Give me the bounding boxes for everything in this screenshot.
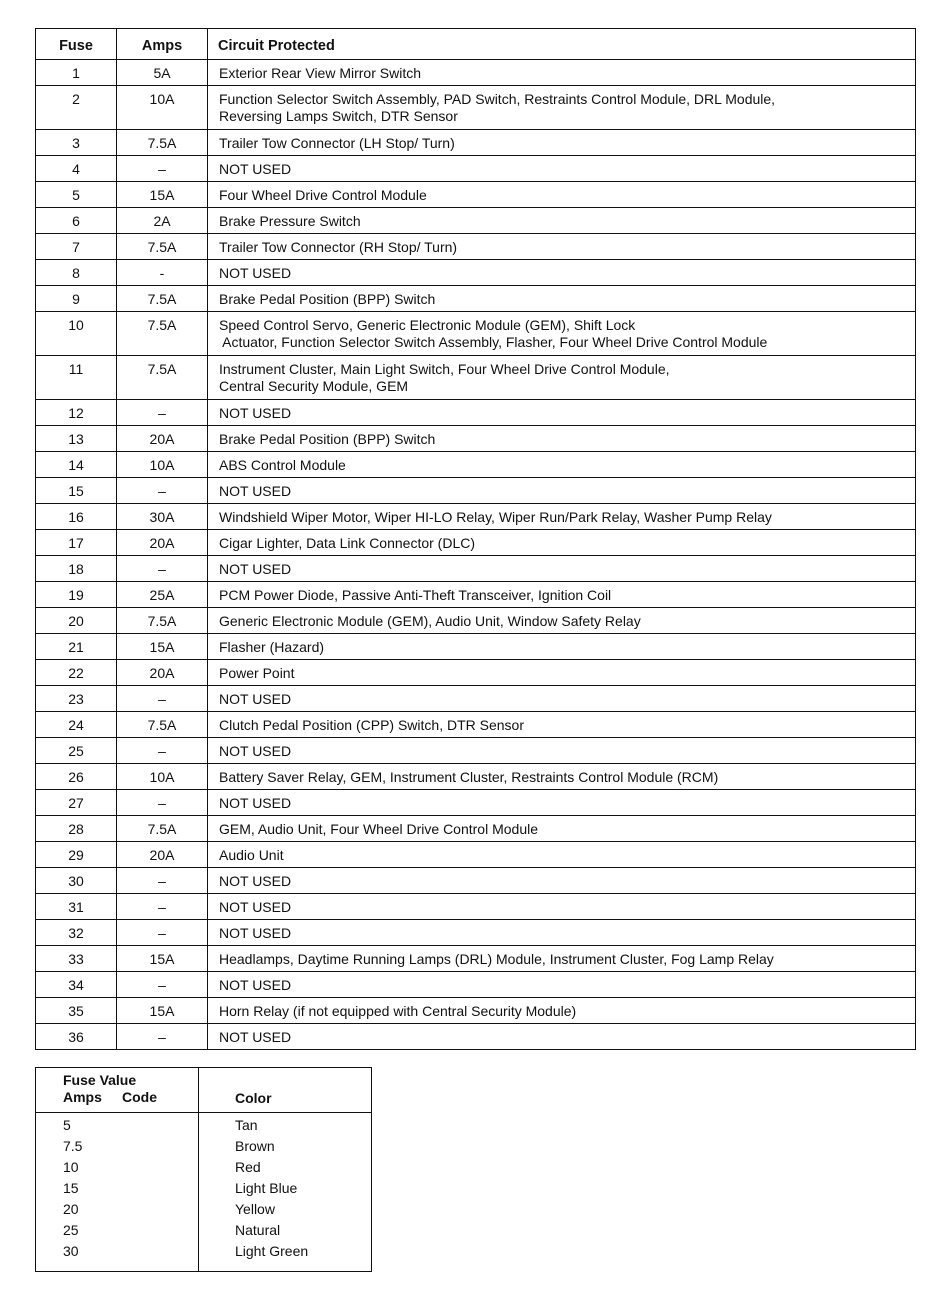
circuit-protected-cell: [208, 790, 916, 816]
fuse-amps: 10A: [117, 86, 208, 130]
circuit-protected: NOT USED: [219, 161, 292, 177]
fuse-amps: 7.5A: [117, 130, 208, 156]
fuse-number: 3: [36, 130, 117, 156]
fuse-amps: 5A: [117, 60, 208, 86]
fuse-amps: 15A: [117, 634, 208, 660]
circuit-protected-cell: [208, 842, 916, 868]
circuit-protected: NOT USED: [219, 925, 292, 941]
header-color: Color: [235, 1090, 272, 1106]
circuit-protected: NOT USED: [219, 405, 292, 421]
circuit-protected-cell: [208, 356, 916, 400]
table-row: [36, 356, 916, 400]
table-row: [36, 712, 916, 738]
fuse-number: 16: [36, 504, 117, 530]
list-item: [36, 1137, 371, 1158]
circuit-protected: NOT USED: [219, 795, 292, 811]
fuse-number: 21: [36, 634, 117, 660]
list-item: [36, 1179, 371, 1200]
fuse-number: 20: [36, 608, 117, 634]
fuse-amps: –: [117, 400, 208, 426]
circuit-protected-continued: Reversing Lamps Switch, DTR Sensor: [219, 108, 458, 124]
color-table-rows: [36, 1116, 371, 1263]
circuit-protected: ABS Control Module: [219, 457, 346, 473]
fuse-amps: –: [117, 972, 208, 998]
circuit-protected-cell: [208, 634, 916, 660]
list-item: [36, 1200, 371, 1221]
table-row: [36, 894, 916, 920]
table-row: [36, 286, 916, 312]
circuit-protected: NOT USED: [219, 743, 292, 759]
fuse-number: 31: [36, 894, 117, 920]
circuit-protected: Windshield Wiper Motor, Wiper HI-LO Relay, Wiper Run/Park Relay, Washer Pump Relay: [219, 509, 772, 525]
circuit-protected-cell: [208, 234, 916, 260]
fuse-amps: –: [117, 556, 208, 582]
circuit-protected-cell: [208, 608, 916, 634]
fuse-number: 22: [36, 660, 117, 686]
circuit-protected-cell: [208, 1024, 916, 1050]
table-row: [36, 260, 916, 286]
table-row: [36, 400, 916, 426]
table-row: [36, 530, 916, 556]
circuit-protected-cell: [208, 738, 916, 764]
list-item: [36, 1242, 371, 1263]
fuse-number: 12: [36, 400, 117, 426]
table-row: [36, 764, 916, 790]
fuse-amps: 7.5A: [117, 712, 208, 738]
fuse-table-header-row: [36, 29, 916, 60]
fuse-number: 14: [36, 452, 117, 478]
fuse-amps: 7.5A: [117, 816, 208, 842]
table-row: [36, 556, 916, 582]
circuit-protected: Horn Relay (if not equipped with Central Security Module): [219, 1003, 577, 1019]
fuse-amps: 20A: [117, 660, 208, 686]
list-item: [36, 1158, 371, 1179]
fuse-amps: 7.5A: [117, 286, 208, 312]
circuit-protected: NOT USED: [219, 977, 292, 993]
fuse-value-amps: 10: [63, 1159, 79, 1175]
circuit-protected-cell: [208, 686, 916, 712]
fuse-number: 5: [36, 182, 117, 208]
circuit-protected: GEM, Audio Unit, Four Wheel Drive Control Module: [219, 821, 539, 837]
fuse-number: 15: [36, 478, 117, 504]
circuit-protected: Instrument Cluster, Main Light Switch, Four Wheel Drive Control Module,: [219, 361, 670, 377]
fuse-value-amps: 20: [63, 1201, 79, 1217]
fuse-amps: –: [117, 894, 208, 920]
fuse-amps: –: [117, 156, 208, 182]
table-row: [36, 452, 916, 478]
fuse-amps: 15A: [117, 946, 208, 972]
circuit-protected-cell: [208, 130, 916, 156]
table-row: [36, 130, 916, 156]
circuit-protected-continued: Central Security Module, GEM: [219, 378, 409, 394]
fuse-value-amps: 15: [63, 1180, 79, 1196]
table-row: [36, 60, 916, 86]
fuse-amps: -: [117, 260, 208, 286]
circuit-protected-cell: [208, 286, 916, 312]
circuit-protected-cell: [208, 426, 916, 452]
header-fuse: Fuse: [36, 29, 117, 60]
table-row: [36, 790, 916, 816]
table-row: [36, 426, 916, 452]
circuit-protected: Brake Pedal Position (BPP) Switch: [219, 431, 436, 447]
fuse-amps: 2A: [117, 208, 208, 234]
fuse-amps: 20A: [117, 530, 208, 556]
fuse-table-body: [36, 60, 916, 1050]
circuit-protected: Clutch Pedal Position (CPP) Switch, DTR Sensor: [219, 717, 524, 733]
circuit-protected: Trailer Tow Connector (RH Stop/ Turn): [219, 239, 458, 255]
fuse-amps: –: [117, 478, 208, 504]
fuse-table: [35, 28, 916, 1050]
list-item: [36, 1221, 371, 1242]
color-table-header: [36, 1068, 371, 1113]
circuit-protected: Four Wheel Drive Control Module: [219, 187, 427, 203]
table-row: [36, 1024, 916, 1050]
circuit-protected-cell: [208, 582, 916, 608]
fuse-color-code-table: [35, 1067, 372, 1272]
fuse-number: 32: [36, 920, 117, 946]
table-row: [36, 478, 916, 504]
table-row: [36, 686, 916, 712]
fuse-number: 24: [36, 712, 117, 738]
table-row: [36, 946, 916, 972]
circuit-protected: PCM Power Diode, Passive Anti-Theft Transceiver, Ignition Coil: [219, 587, 612, 603]
circuit-protected: NOT USED: [219, 561, 292, 577]
fuse-number: 1: [36, 60, 117, 86]
fuse-color: Red: [235, 1159, 261, 1175]
circuit-protected-cell: [208, 208, 916, 234]
circuit-protected-cell: [208, 260, 916, 286]
table-row: [36, 738, 916, 764]
circuit-protected-cell: [208, 998, 916, 1024]
table-row: [36, 842, 916, 868]
circuit-protected-cell: [208, 60, 916, 86]
fuse-amps: 20A: [117, 426, 208, 452]
fuse-number: 6: [36, 208, 117, 234]
circuit-protected-cell: [208, 660, 916, 686]
circuit-protected: Function Selector Switch Assembly, PAD Switch, Restraints Control Module, DRL Module,: [219, 91, 776, 107]
fuse-amps: –: [117, 686, 208, 712]
table-row: [36, 998, 916, 1024]
header-code: Code: [122, 1089, 157, 1105]
fuse-number: 19: [36, 582, 117, 608]
circuit-protected-cell: [208, 86, 916, 130]
fuse-amps: 7.5A: [117, 608, 208, 634]
table-row: [36, 660, 916, 686]
header-amps: Amps: [63, 1089, 102, 1105]
circuit-protected-cell: [208, 764, 916, 790]
fuse-amps: 7.5A: [117, 356, 208, 400]
header-fuse-value: Fuse Value: [63, 1072, 137, 1088]
circuit-protected-cell: [208, 972, 916, 998]
header-amps: Amps: [117, 29, 208, 60]
circuit-protected: Flasher (Hazard): [219, 639, 325, 655]
circuit-protected-cell: [208, 920, 916, 946]
fuse-amps: –: [117, 1024, 208, 1050]
fuse-number: 28: [36, 816, 117, 842]
fuse-amps: –: [117, 920, 208, 946]
fuse-number: 4: [36, 156, 117, 182]
fuse-color: Light Green: [235, 1243, 309, 1259]
fuse-number: 2: [36, 86, 117, 130]
circuit-protected-cell: [208, 816, 916, 842]
fuse-amps: 30A: [117, 504, 208, 530]
fuse-amps: 10A: [117, 452, 208, 478]
fuse-number: 36: [36, 1024, 117, 1050]
table-row: [36, 972, 916, 998]
circuit-protected-cell: [208, 400, 916, 426]
circuit-protected-cell: [208, 156, 916, 182]
fuse-number: 34: [36, 972, 117, 998]
circuit-protected: Power Point: [219, 665, 295, 681]
circuit-protected-cell: [208, 868, 916, 894]
fuse-value-amps: 7.5: [63, 1138, 83, 1154]
circuit-protected: NOT USED: [219, 873, 292, 889]
fuse-value-amps: 30: [63, 1243, 79, 1259]
fuse-number: 27: [36, 790, 117, 816]
circuit-protected-cell: [208, 182, 916, 208]
header-circuit-protected: Circuit Protected: [208, 29, 916, 60]
fuse-number: 9: [36, 286, 117, 312]
fuse-number: 35: [36, 998, 117, 1024]
fuse-color: Natural: [235, 1222, 281, 1238]
circuit-protected-cell: [208, 504, 916, 530]
circuit-protected: Speed Control Servo, Generic Electronic Module (GEM), Shift Lock: [219, 317, 636, 333]
table-row: [36, 504, 916, 530]
list-item: [36, 1116, 371, 1137]
table-row: [36, 208, 916, 234]
circuit-protected: Cigar Lighter, Data Link Connector (DLC): [219, 535, 476, 551]
circuit-protected-cell: [208, 946, 916, 972]
fuse-number: 17: [36, 530, 117, 556]
fuse-amps: –: [117, 868, 208, 894]
table-row: [36, 156, 916, 182]
fuse-value-amps: 5: [63, 1117, 71, 1133]
table-row: [36, 868, 916, 894]
circuit-protected-cell: [208, 556, 916, 582]
circuit-protected: Battery Saver Relay, GEM, Instrument Cluster, Restraints Control Module (RCM): [219, 769, 719, 785]
table-row: [36, 312, 916, 356]
fuse-number: 7: [36, 234, 117, 260]
fuse-number: 23: [36, 686, 117, 712]
circuit-protected: NOT USED: [219, 899, 292, 915]
fuse-amps: –: [117, 738, 208, 764]
fuse-value-amps: 25: [63, 1222, 79, 1238]
circuit-protected-cell: [208, 530, 916, 556]
fuse-color: Yellow: [235, 1201, 275, 1217]
circuit-protected: NOT USED: [219, 1029, 292, 1045]
circuit-protected-cell: [208, 312, 916, 356]
fuse-number: 29: [36, 842, 117, 868]
table-row: [36, 816, 916, 842]
circuit-protected: Trailer Tow Connector (LH Stop/ Turn): [219, 135, 455, 151]
fuse-amps: 7.5A: [117, 234, 208, 260]
fuse-color: Light Blue: [235, 1180, 298, 1196]
fuse-number: 11: [36, 356, 117, 400]
fuse-number: 8: [36, 260, 117, 286]
circuit-protected: Generic Electronic Module (GEM), Audio Unit, Window Safety Relay: [219, 613, 641, 629]
circuit-protected: Brake Pedal Position (BPP) Switch: [219, 291, 436, 307]
fuse-amps: 10A: [117, 764, 208, 790]
table-row: [36, 182, 916, 208]
fuse-amps: 20A: [117, 842, 208, 868]
circuit-protected-cell: [208, 712, 916, 738]
circuit-protected: NOT USED: [219, 265, 292, 281]
table-row: [36, 86, 916, 130]
fuse-number: 18: [36, 556, 117, 582]
fuse-color: Brown: [235, 1138, 275, 1154]
fuse-amps: 15A: [117, 998, 208, 1024]
fuse-amps: –: [117, 790, 208, 816]
circuit-protected-cell: [208, 478, 916, 504]
circuit-protected-cell: [208, 894, 916, 920]
table-row: [36, 608, 916, 634]
fuse-amps: 7.5A: [117, 312, 208, 356]
table-row: [36, 634, 916, 660]
fuse-number: 26: [36, 764, 117, 790]
circuit-protected: NOT USED: [219, 691, 292, 707]
fuse-color: Tan: [235, 1117, 258, 1133]
table-row: [36, 582, 916, 608]
circuit-protected: Audio Unit: [219, 847, 284, 863]
fuse-number: 33: [36, 946, 117, 972]
fuse-number: 13: [36, 426, 117, 452]
fuse-number: 10: [36, 312, 117, 356]
circuit-protected-continued: Actuator, Function Selector Switch Assembly, Flasher, Four Wheel Drive Control Module: [219, 334, 768, 350]
circuit-protected: Headlamps, Daytime Running Lamps (DRL) Module, Instrument Cluster, Fog Lamp Relay: [219, 951, 774, 967]
circuit-protected: Brake Pressure Switch: [219, 213, 361, 229]
fuse-amps: 15A: [117, 182, 208, 208]
fuse-amps: 25A: [117, 582, 208, 608]
fuse-number: 30: [36, 868, 117, 894]
circuit-protected: Exterior Rear View Mirror Switch: [219, 65, 422, 81]
fuse-number: 25: [36, 738, 117, 764]
circuit-protected: NOT USED: [219, 483, 292, 499]
table-row: [36, 920, 916, 946]
table-row: [36, 234, 916, 260]
circuit-protected-cell: [208, 452, 916, 478]
